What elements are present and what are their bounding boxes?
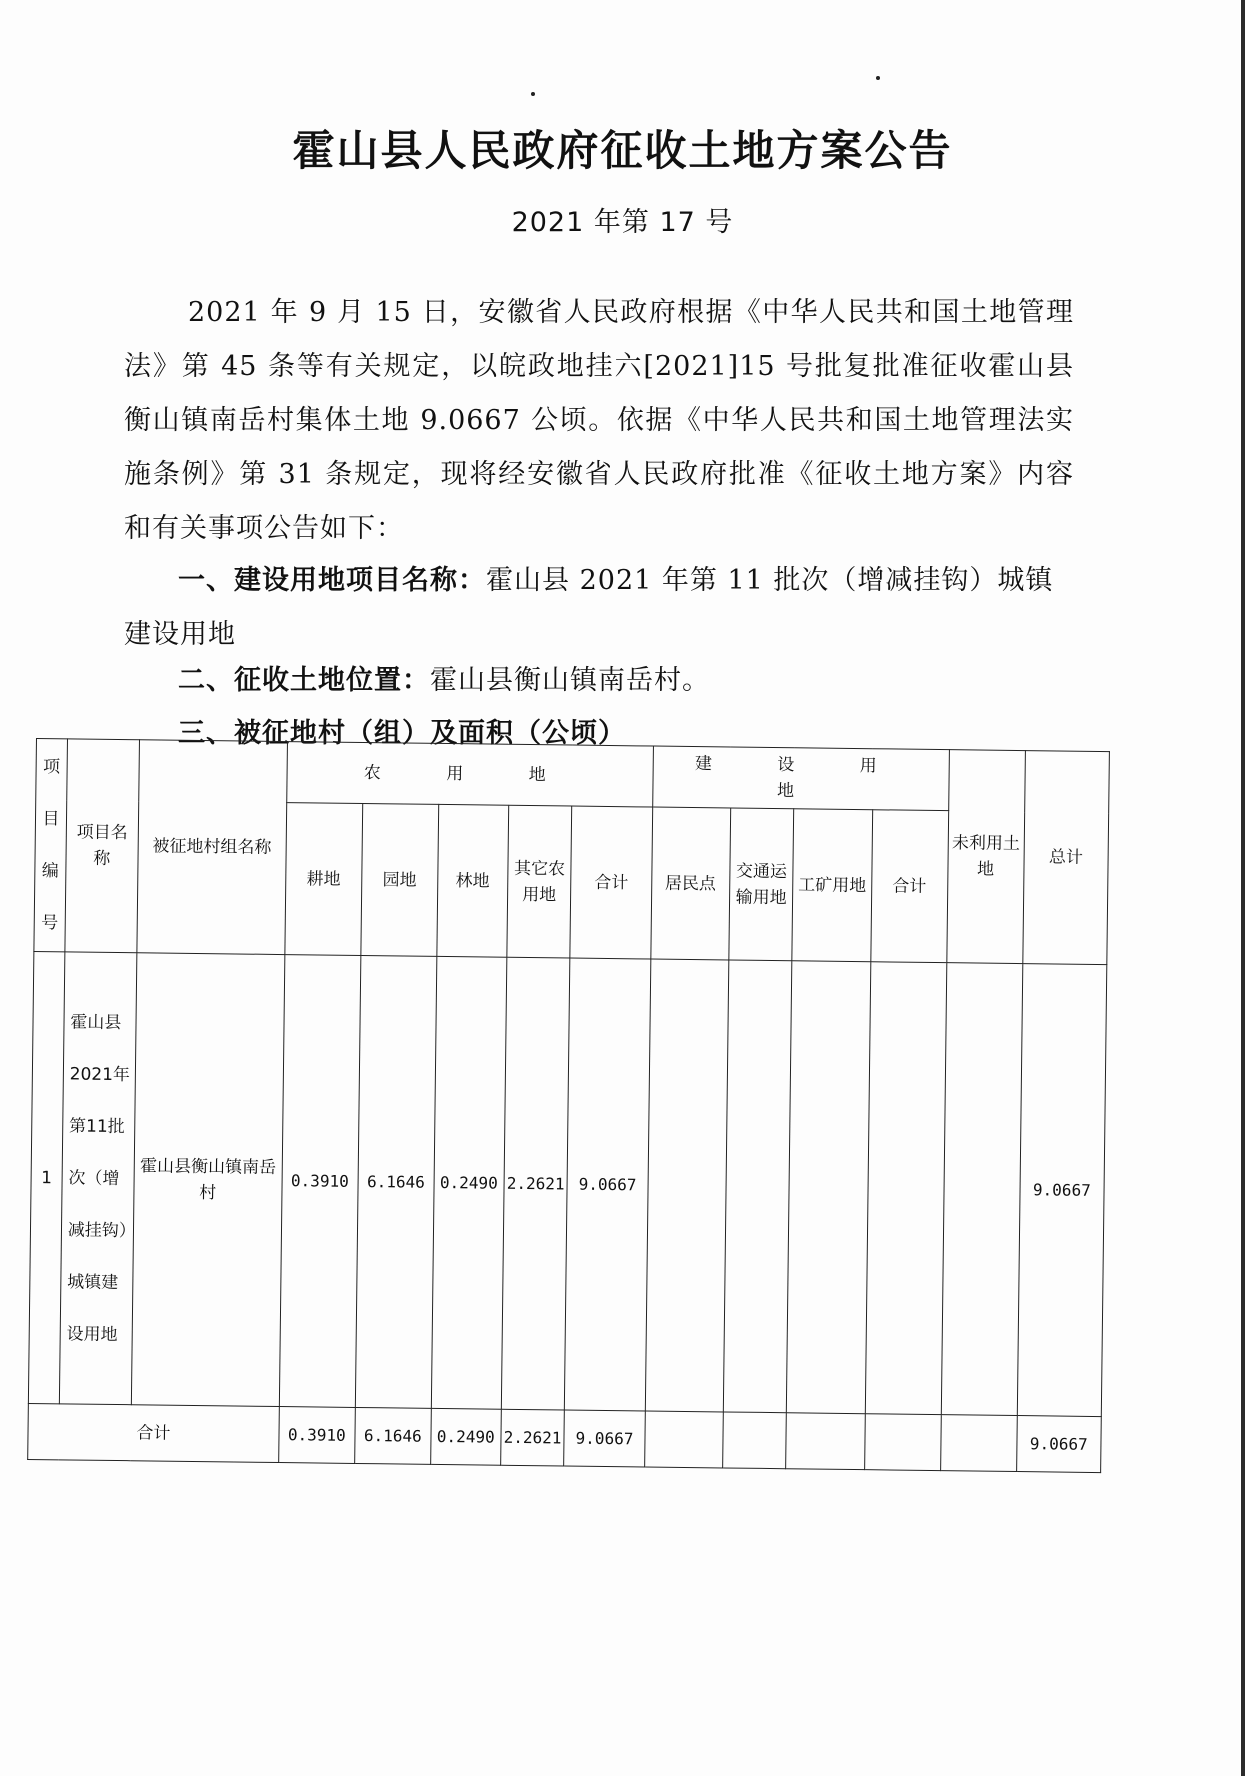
scan-speck bbox=[531, 92, 535, 96]
header-construction-total: 合计 bbox=[870, 810, 948, 963]
table-total-row bbox=[28, 1403, 1102, 1472]
cell-unused bbox=[941, 963, 1023, 1416]
header-construction-group: 建 设 用 地 bbox=[652, 746, 949, 811]
cell-mining bbox=[787, 961, 871, 1414]
cell-forest: 0.2490 bbox=[431, 956, 506, 1409]
section-heading: 三、被征地村（组）及面积（公顷） bbox=[178, 718, 626, 749]
total-unused bbox=[940, 1415, 1017, 1472]
cell-other-agri: 2.2621 bbox=[501, 957, 570, 1410]
total-residential bbox=[644, 1411, 723, 1468]
cell-construction-total bbox=[865, 962, 947, 1415]
total-construction-total bbox=[864, 1414, 941, 1471]
cell-item-name: 霍山县2021年第11批次（增减挂钩）城镇建设用地 bbox=[59, 952, 136, 1405]
cell-grand-total: 9.0667 bbox=[1017, 964, 1107, 1417]
cell-residential bbox=[645, 959, 729, 1412]
total-cultivated: 0.3910 bbox=[278, 1407, 355, 1464]
header-transport: 交通运输用地 bbox=[729, 808, 795, 961]
header-grand-total: 总计 bbox=[1022, 751, 1109, 965]
header-residential: 居民点 bbox=[650, 807, 730, 960]
section-project-name bbox=[124, 554, 1074, 662]
section-heading: 二、征收土地位置： bbox=[178, 665, 430, 696]
total-mining bbox=[786, 1413, 865, 1470]
total-grand-total: 9.0667 bbox=[1016, 1416, 1101, 1473]
total-garden: 6.1646 bbox=[354, 1407, 431, 1464]
table-row bbox=[28, 951, 1106, 1416]
page-title: 霍山县人民政府征收土地方案公告 bbox=[292, 126, 953, 175]
header-other-agri: 其它农用地 bbox=[507, 805, 573, 958]
header-cultivated: 耕地 bbox=[285, 803, 363, 956]
section-location bbox=[124, 654, 1074, 708]
section-text: 霍山县衡山镇南岳村。 bbox=[430, 665, 710, 696]
document-number: 2021 年第 17 号 bbox=[511, 207, 734, 238]
cell-agri-total: 9.0667 bbox=[565, 958, 651, 1411]
intro-paragraph: 2021 年 9 月 15 日，安徽省人民政府根据《中华人民共和国土地管理法》第 45 条等有关规定，以皖政地挂六[2021]15 号批复批准征收霍山县衡山镇南岳村集体土地 9.0667 公顷。依据《中华人民共和国土地管理法实施条例》第 31 条规定，现将经安徽省人民政府批准《征收土地方案》内容和有关事项公告如下： bbox=[124, 297, 1074, 544]
cell-village: 霍山县衡山镇南岳村 bbox=[131, 953, 284, 1407]
total-agri-total: 9.0667 bbox=[564, 1410, 645, 1467]
header-item-no: 项目编号 bbox=[34, 739, 67, 952]
header-garden: 园地 bbox=[361, 803, 439, 956]
total-other-agri: 2.2621 bbox=[500, 1409, 564, 1466]
section-heading: 一、建设用地项目名称： bbox=[178, 565, 486, 596]
header-forest: 林地 bbox=[437, 804, 509, 957]
section-text: 霍山县 2021 年第 11 批次（增减挂钩）城镇建设用地 bbox=[124, 565, 1054, 650]
total-forest: 0.2490 bbox=[430, 1408, 501, 1465]
total-label: 合计 bbox=[28, 1403, 279, 1462]
header-mining: 工矿用地 bbox=[792, 809, 872, 962]
header-item-name: 项目名称 bbox=[65, 739, 140, 953]
cell-transport bbox=[723, 960, 792, 1413]
header-agri-group: 农 用 地 bbox=[286, 742, 653, 807]
cell-item-no: 1 bbox=[28, 951, 64, 1403]
header-unused: 未利用土地 bbox=[946, 750, 1025, 964]
land-table bbox=[27, 738, 1110, 1473]
cell-garden: 6.1646 bbox=[355, 955, 437, 1408]
scan-speck bbox=[876, 76, 880, 80]
header-village: 被征地村组名称 bbox=[137, 740, 288, 955]
scan-edge bbox=[1241, 0, 1245, 1776]
total-transport bbox=[722, 1412, 786, 1469]
header-agri-total: 合计 bbox=[570, 806, 652, 959]
cell-cultivated: 0.3910 bbox=[279, 955, 361, 1408]
table-header-row bbox=[36, 739, 1110, 813]
